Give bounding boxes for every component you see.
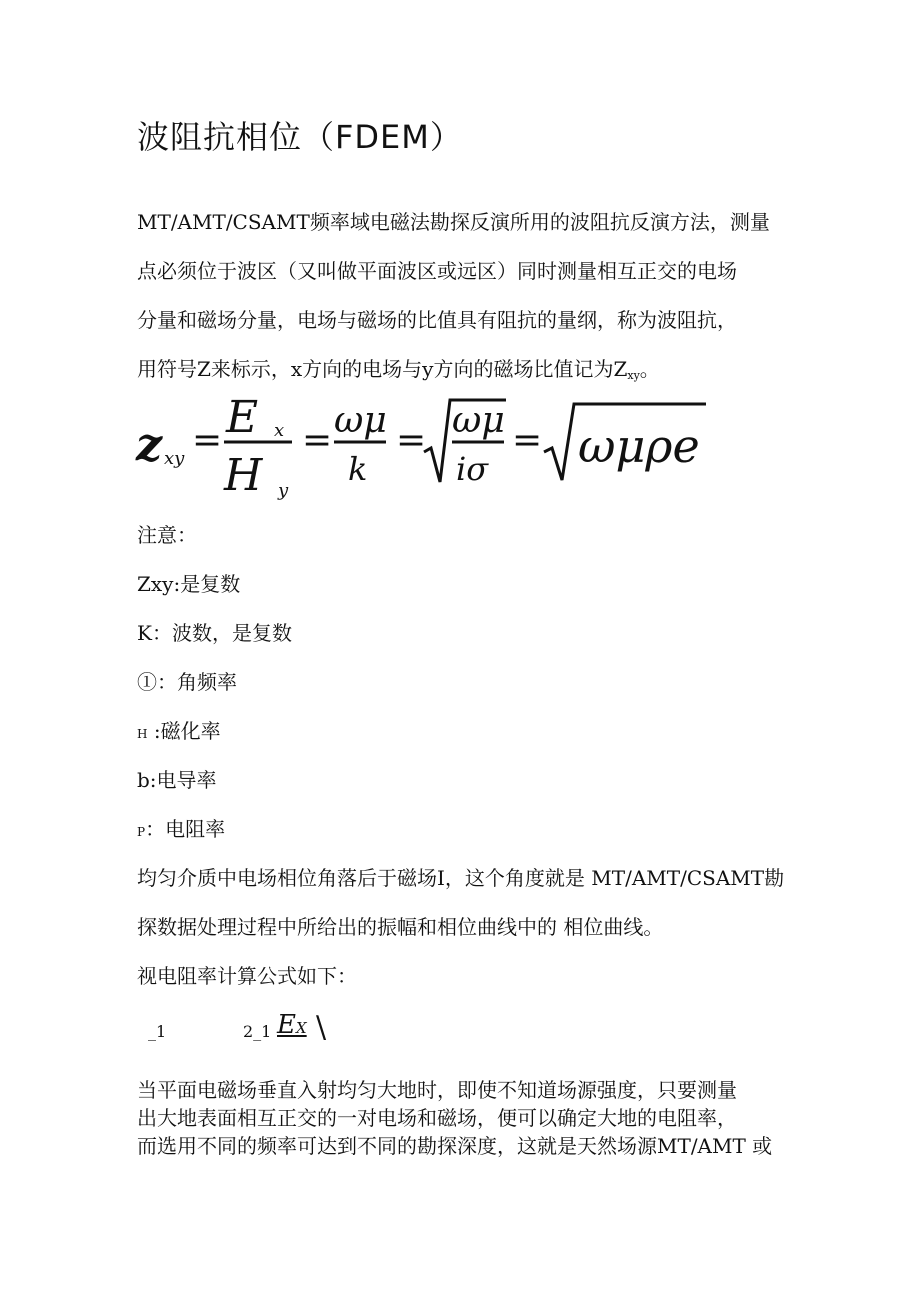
notes-heading: 注意： — [137, 523, 197, 547]
formula-ex-subscript: x — [274, 420, 285, 441]
resistivity-fragment-e — [277, 1010, 307, 1040]
note-sigma: b:电导率 — [137, 768, 217, 792]
intro-line-2: 点必须位于波区（又叫做平面波区或远区）同时测量相互正交的电场 — [137, 259, 737, 283]
formula-hy: H — [224, 450, 263, 501]
bottom-line-1: 当平面电磁场垂直入射均匀大地时，即使不知道场源强度，只要测量 — [137, 1078, 737, 1102]
intro-line-4-end: 。 — [639, 357, 660, 381]
formula-z: z — [136, 417, 163, 471]
formula-ex: E — [226, 392, 259, 443]
bottom-line-2: 出大地表面相互正交的一对电场和磁场，便可以确定大地的电阻率， — [137, 1106, 737, 1130]
intro-line-3: 分量和磁场分量，电场与磁场的比值具有阻抗的量纲，称为波阻抗， — [137, 308, 737, 332]
intro-line-4-main: 用符号Z来标示，x方向的电场与y方向的磁场比值记为Z — [137, 357, 628, 381]
formula-eq-4: = — [512, 420, 543, 461]
formula-i-sigma: iσ — [456, 450, 489, 488]
resistivity-fragment-e-subscript: X — [295, 1019, 307, 1037]
note-k: K：波数，是复数 — [137, 621, 292, 645]
note-mu-text: :磁化率 — [147, 719, 221, 743]
resistivity-fragment-e-letter: E — [277, 1010, 296, 1040]
note-rho-text: ：电阻率 — [145, 817, 226, 841]
resistivity-fragment-1: _1 — [148, 1022, 167, 1041]
note-rho-symbol: P — [137, 825, 146, 839]
resistivity-heading: 视电阻率计算公式如下： — [137, 964, 357, 988]
phase-line-1: 均匀介质中电场相位角落后于磁场I，这个角度就是 MT/AMT/CSAMT勘 — [137, 866, 785, 890]
intro-line-4 — [137, 353, 660, 382]
formula-k: k — [348, 450, 368, 488]
resistivity-fragment-2: 2_1 — [243, 1022, 272, 1041]
note-zxy: Zxy:是复数 — [137, 572, 241, 596]
formula-omega-mu-1: ωμ — [334, 400, 387, 441]
intro-line-1: MT/AMT/CSAMT频率域电磁法勘探反演所用的波阻抗反演方法，测量 — [137, 210, 770, 234]
note-omega: ①：角频率 — [137, 670, 237, 694]
formula-eq-3: = — [396, 420, 427, 461]
note-rho — [137, 813, 225, 842]
wave-impedance-formula — [134, 386, 714, 502]
formula-omega-mu-rho-e: ωμρe — [578, 419, 700, 473]
resistivity-fragment-bar: \ — [316, 1010, 327, 1045]
phase-line-2: 探数据处理过程中所给出的振幅和相位曲线中的 相位曲线。 — [137, 915, 664, 939]
formula-z-subscript: xy — [164, 448, 185, 469]
formula-eq-2: = — [302, 420, 333, 461]
note-mu — [137, 715, 221, 744]
formula-hy-subscript: y — [278, 480, 289, 501]
note-mu-symbol: H — [137, 727, 148, 741]
formula-omega-mu-2: ωμ — [452, 400, 505, 441]
intro-line-4-subscript: xy — [627, 369, 640, 382]
formula-eq-1: = — [192, 420, 223, 461]
bottom-line-3: 而选用不同的频率可达到不同的勘探深度，这就是天然场源MT/AMT 或 — [137, 1134, 773, 1158]
page-title: 波阻抗相位（FDEM） — [137, 118, 463, 156]
